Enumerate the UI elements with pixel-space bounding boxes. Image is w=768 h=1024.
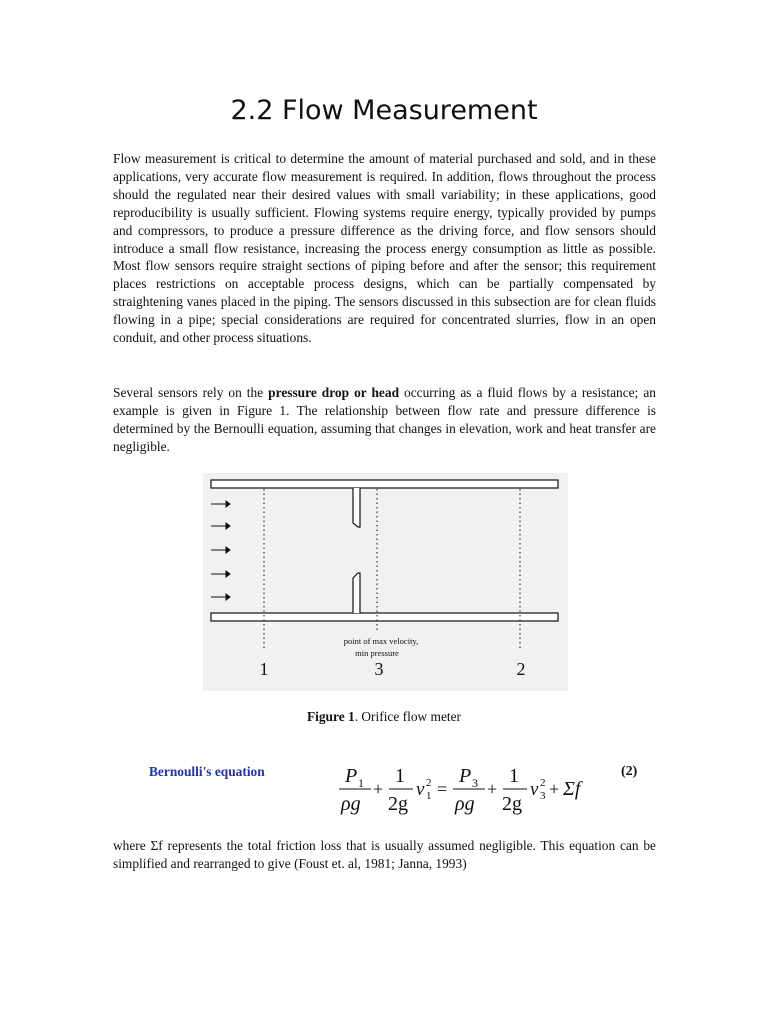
pressure-drop-paragraph xyxy=(113,384,656,456)
eq-v3-sub: 3 xyxy=(540,790,546,802)
eq-equals: = xyxy=(437,779,448,799)
orifice-diagram xyxy=(203,473,568,691)
eq-p3-sub: 3 xyxy=(472,776,478,790)
pipe-bottom-wall xyxy=(211,613,558,621)
figure-caption xyxy=(0,709,768,725)
pipe-top-wall xyxy=(211,480,558,488)
paragraph-text-before: Several sensors rely on the xyxy=(113,385,269,400)
eq-rho-g-2: ρg xyxy=(455,793,475,815)
eq-plus-3: + xyxy=(549,779,560,799)
eq-2g-1: 2g xyxy=(388,793,408,815)
flow-arrows xyxy=(211,501,230,600)
page-title: 2.2 Flow Measurement xyxy=(230,95,538,126)
orifice-plate-lower xyxy=(353,573,360,613)
eq-sigma-f: Σf xyxy=(563,778,581,800)
eq-one-2: 1 xyxy=(509,765,519,787)
annotation-line-1: point of max velocity, xyxy=(343,636,419,646)
paragraph-text-after: occurring as a fluid flows by a resistance; an example is given in Figure 1. The relationship between flow rate and pressure difference is determined by the Bernoulli equation, assuming that changes in elevation, work and heat transfer are negligible. xyxy=(113,385,656,454)
eq-v1-sub: 1 xyxy=(426,790,432,802)
point-label-3: 3 xyxy=(374,659,384,679)
bold-term: pressure drop or head xyxy=(268,385,400,400)
eq-plus-2: + xyxy=(487,779,498,799)
intro-paragraph: Flow measurement is critical to determine the amount of material purchased and sold, and in these applications, very accurate flow measurement is required. In addition, flows throughout the process should the regulated near their desired values with small variability; in these applications, good reproducibility is usually sufficient. Flowing systems require energy, typically provided by pumps and compressors, to produce a pressure difference as the driving force, and flow sensors should introduce a small flow resistance, increasing the process energy consumption as little as possible. Most flow sensors require straight sections of piping before and after the sensor; this requirement places restrictions on acceptable process designs, which can be partially compensated by straightening vanes placed in the piping. The sensors discussed in this subsection are for clean fluids flowing in a pipe; special considerations are required for concentrated slurries, flow in an open conduit, and other process situations. xyxy=(113,151,656,346)
eq-rho-g-1: ρg xyxy=(341,793,361,815)
equation-label: Bernoulli's equation xyxy=(149,764,265,779)
friction-paragraph: where Σf represents the total friction loss that is usually assumed negligible. This equation can be simplified and rearranged to give (Foust et. al, 1981; Janna, 1993) xyxy=(113,838,656,871)
eq-v1-sup: 2 xyxy=(426,777,432,789)
eq-v3: v xyxy=(530,779,539,800)
bernoulli-equation xyxy=(333,758,593,818)
caption-text: . Orifice flow meter xyxy=(354,709,462,724)
eq-p1: P xyxy=(345,765,358,787)
caption-label: Figure 1 xyxy=(306,709,355,724)
equation-number: (2) xyxy=(621,764,638,779)
eq-p1-sub: 1 xyxy=(358,776,364,790)
eq-plus-1: + xyxy=(373,779,384,799)
eq-p3: P xyxy=(459,765,472,787)
orifice-plate-upper xyxy=(353,488,360,527)
point-label-1: 1 xyxy=(259,659,269,679)
point-label-2: 2 xyxy=(516,659,526,679)
eq-v3-sup: 2 xyxy=(540,777,546,789)
eq-v1: v xyxy=(416,779,425,800)
eq-one-1: 1 xyxy=(395,765,405,787)
annotation-line-2: min pressure xyxy=(355,648,399,658)
orifice-flow-meter-figure xyxy=(203,473,568,691)
eq-2g-2: 2g xyxy=(502,793,522,815)
